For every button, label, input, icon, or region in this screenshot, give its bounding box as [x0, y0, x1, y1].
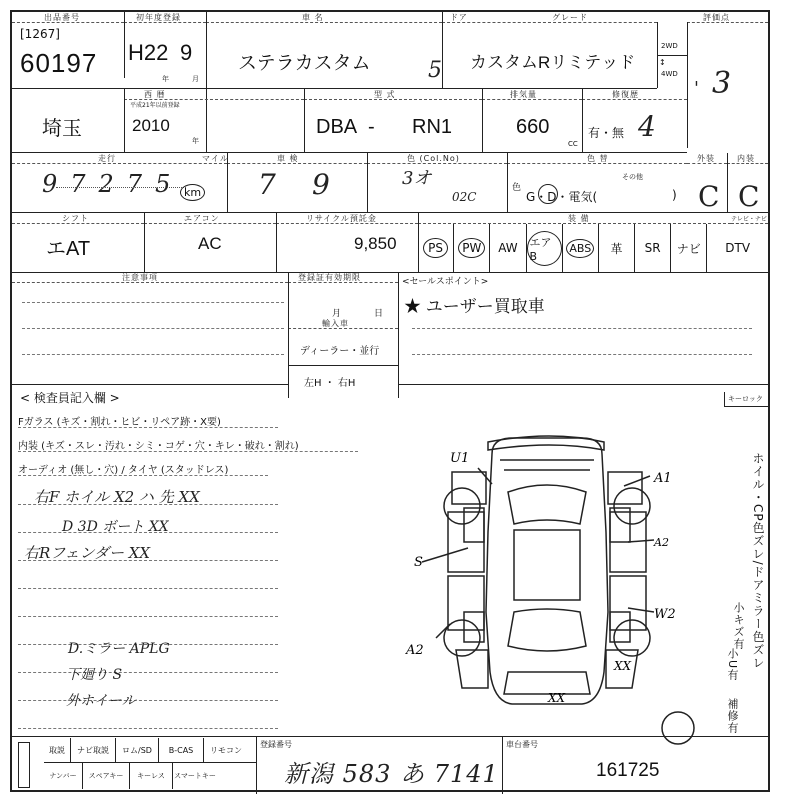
transmission: エAT [46, 238, 91, 260]
car-diagram [392, 412, 676, 742]
door-count: 5 [428, 58, 442, 83]
caption-tv: テレビ・ナビ [731, 216, 767, 223]
recycle-fee: 9,850 [354, 234, 397, 253]
plate-number: 新潟 583 あ 7141 [284, 760, 499, 788]
equip-pw: PW [454, 224, 490, 272]
aircon: AC [198, 234, 222, 253]
acc-remote: リモコン [210, 745, 242, 755]
inspection-month: 7 [258, 168, 276, 201]
mileage: 97275 [42, 170, 184, 198]
caption-inspection: 車 検 [277, 154, 299, 163]
drive-4wd: 4WD [661, 70, 678, 78]
caption-first-reg: 初年度登録 [124, 12, 206, 23]
caption-interior: 内装 [737, 154, 755, 163]
acc-rom: ロム/SD [116, 738, 159, 762]
equip-dtv: DTV [725, 241, 751, 255]
caption-exhibit: 出品番号 [12, 12, 124, 23]
color-close: ) [672, 188, 677, 202]
caption-equipment: 装 備 [568, 214, 590, 223]
dealer-label: ディーラー・並行 [300, 346, 380, 357]
caption-aircon: エアコン [184, 214, 220, 223]
caption-import: 輸入車 [322, 319, 349, 328]
caption-color: 色 (Col.No) [407, 154, 460, 163]
inspection-line-glass: Fガラス (キズ・割れ・ヒビ・リペア跡・X要) [18, 417, 221, 428]
repair-options: 有・無 [588, 126, 625, 140]
caption-model: 車 名 [206, 12, 442, 23]
note-line-7: 外ホイール [66, 693, 136, 709]
note-line-1: 右F ホイル X2 ハ 先 XX [34, 488, 200, 506]
reg-month-label: 月 [332, 309, 342, 319]
mark-xx-wheel: XX [614, 659, 632, 673]
western-year-unit: 年 [192, 137, 199, 145]
side-note-1: ホイル・CP色ズレ/ドアミラー色ズレ [751, 452, 765, 670]
mark-a1: A1 [654, 471, 672, 486]
first-reg-month: 9 [180, 40, 193, 65]
roof [514, 530, 580, 600]
acc-smart-key: スマートキー [174, 772, 216, 780]
mark-u1: U1 [450, 451, 470, 466]
caption-displacement: 排気量 [510, 90, 537, 99]
side-note-3: 小U有 [726, 648, 739, 682]
caption-score: 評価点 [687, 12, 768, 23]
cc-unit: CC [568, 140, 578, 148]
inspection-day: 9 [312, 168, 330, 201]
model-name: ステラカスタム [238, 53, 371, 74]
type-prefix: DBA [316, 116, 358, 138]
inspection-line-audio: オーディオ (無し・穴) / タイヤ (スタッドレス) [18, 465, 229, 476]
key-lock-box: キーロック [724, 392, 769, 407]
caption-mileage: 走行 [98, 154, 116, 163]
color: 3オ [402, 168, 432, 189]
first-reg-year: H22 [128, 40, 169, 65]
equip-abs: ABS [563, 224, 599, 272]
caption-registration: 登録証有効期限 [298, 273, 361, 282]
inspection-line-interior: 内装 (キズ・スレ・汚れ・シミ・コゲ・穴・キレ・破れ・割れ) [18, 441, 299, 452]
acc-nav-manual: ナビ取説 [71, 738, 116, 762]
equip-navi: ナビ [671, 224, 707, 272]
equip-aw: AW [490, 224, 526, 272]
note-line-6: 下廻り S [66, 667, 123, 683]
acc-plate: ナンバー [44, 763, 83, 789]
body-outline [486, 438, 608, 704]
note-line-3: 右Rフェンダー XX [24, 544, 151, 562]
mark-xx-rear: XX [548, 691, 566, 705]
side-note-2: 小キズ有 [732, 602, 745, 650]
caption-caution: 注意事項 [122, 273, 158, 282]
caption-door-grade: ドア グレード [442, 12, 657, 23]
color-number: 02C [452, 190, 477, 204]
accessory-grid [44, 738, 256, 790]
side-note-4: 補修有 [726, 698, 739, 734]
sales-point-caption: <セールスポイント> [402, 277, 489, 287]
interior-grade: C [738, 180, 760, 213]
chassis-number: 161725 [596, 760, 660, 781]
equip-airbag: エアB [527, 224, 563, 272]
month-unit: 月 [192, 75, 199, 83]
windshield [508, 485, 586, 524]
wheel-rf [614, 488, 650, 524]
exterior-grade: C [698, 180, 720, 213]
acc-manual: 取説 [44, 738, 71, 762]
caption-western: 西 暦 [144, 90, 166, 99]
grade-name: カスタムRリミテッド [470, 53, 636, 72]
score-tick: ' [694, 78, 699, 99]
plate-caption: 登録番号 [260, 740, 292, 749]
drive-2wd: 2WD [661, 42, 678, 50]
score-value: 3 [712, 66, 732, 101]
caption-type: 型 式 [374, 90, 396, 99]
reg-day-label: 日 [374, 309, 384, 319]
spare-wheel [662, 712, 694, 744]
km-unit: km [180, 184, 205, 201]
acc-keyless: キーレス [130, 763, 173, 789]
color-label: 色 [512, 183, 522, 193]
mark-a2-right: A2 [654, 536, 669, 549]
acc-bcas: B-CAS [159, 738, 204, 762]
western-year: 2010 [132, 116, 170, 135]
region: 埼玉 [42, 118, 82, 140]
mark-w2: W2 [654, 607, 676, 622]
acc-spare-key: スペアキー [83, 763, 130, 789]
equipment-list [418, 224, 768, 272]
mark-a2-left: A2 [406, 643, 424, 658]
displacement: 660 [516, 116, 550, 138]
color-options: G・D・電気( [526, 190, 598, 204]
caption-color-change: 色 替 [587, 154, 609, 163]
caption-repair: 修復歴 [612, 90, 639, 99]
stock-number: 60197 [20, 48, 98, 78]
caption-shift: シフト [62, 214, 89, 223]
caption-exterior: 外装 [697, 154, 715, 163]
first-reg-caption: 平成21年以前登録 [130, 102, 180, 109]
mark-s: S [414, 555, 423, 570]
color-other: その他 [622, 173, 643, 181]
equip-leather: 革 [599, 224, 635, 272]
rear-window [508, 609, 586, 651]
steering-label: 左H ・ 右H [304, 378, 356, 389]
lot-number: [1267] [20, 27, 60, 41]
inspection-title: < 検査員記入欄 > [20, 391, 120, 405]
caption-recycle: リサイクル預託金 [306, 214, 377, 223]
note-line-5: D.ミラー APLG [68, 641, 170, 657]
type-dash: - [368, 116, 375, 138]
caption-mile: マイル [202, 154, 229, 163]
wheel-lf [444, 488, 480, 524]
year-unit: 年 [162, 75, 169, 83]
type-code: RN1 [412, 116, 453, 138]
drive-arrow: ↕ [659, 58, 666, 67]
repair-mark: 4 [638, 110, 656, 143]
footer-stamp [18, 742, 30, 788]
equip-sr: SR [635, 224, 671, 272]
color-circle [538, 184, 558, 204]
sales-point: ★ ユーザー買取車 [404, 297, 545, 316]
equip-ps: PS [418, 224, 454, 272]
note-line-2: D 3D ボート XX [62, 519, 169, 535]
auction-sheet [10, 10, 770, 792]
chassis-caption: 車台番号 [506, 740, 538, 749]
